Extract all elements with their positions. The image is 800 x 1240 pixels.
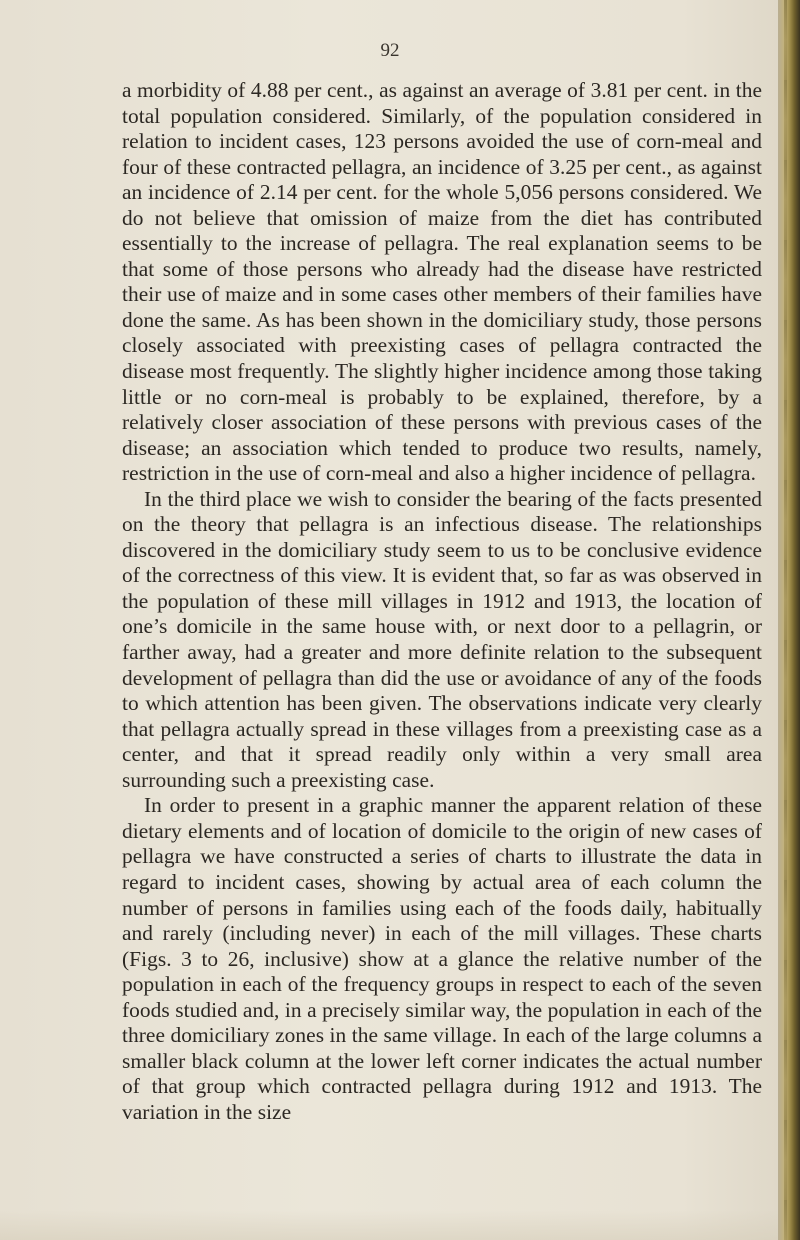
page-number: 92 (380, 40, 400, 61)
paragraph-3: In order to present in a graphic manner the apparent relation of these dietary elements and of location of domicile to the origin of new cases of pellagra we have constructed a series of charts to illustrate the data in regard to incident cases, showing by actual area of each column the number of persons in families using each of the foods daily, habitually and rarely (including never) in each of the mill villages. These charts (Figs. 3 to 26, inclusive) show at a glance the relative number of the population in each of the frequency groups in respect to each of the seven foods studied and, in a precisely similar way, the population in each of the three domiciliary zones in the same village. In each of the large columns a smaller black column at the lower left corner indicates the actual number of that group which contracted pellagra during 1912 and 1913. The variation in the size (122, 793, 762, 1124)
body-text (122, 78, 762, 1125)
paragraph-1: a morbidity of 4.88 per cent., as against an average of 3.81 per cent. in the total population considered. Similarly, of the population considered in relation to incident cases, 123 persons avoided the use of corn-meal and four of these contracted pellagra, an incidence of 3.25 per cent., as against an incidence of 2.14 per cent. for the whole 5,056 persons considered. We do not believe that omission of maize from the diet has contributed essentially to the increase of pellagra. The real explanation seems to be that some of those persons who already had the disease have restricted their use of maize and in some cases other members of their families have done the same. As has been shown in the domiciliary study, those persons closely associated with preexisting cases of pellagra contracted the disease most frequently. The slightly higher incidence among those taking little or no corn-meal is probably to be explained, therefore, by a relatively closer association of these persons with previous cases of the disease; an association which tended to produce two results, namely, restriction in the use of corn-meal and also a higher incidence of pellagra. (122, 78, 762, 486)
paragraph-2: In the third place we wish to consider the bearing of the facts presented on the theory that pellagra is an infectious disease. The relationships discovered in the domiciliary study seem to us to be conclusive evidence of the correctness of this view. It is evident that, so far as was observed in the population of these mill villages in 1912 and 1913, the location of one’s domicile in the same house with, or next door to a pellagrin, or farther away, had a greater and more definite relation to the subsequent development of pellagra than did the use or avoidance of any of the foods to which attention has been given. The observations indicate very clearly that pellagra actually spread in these villages from a preexisting case as a center, and that it spread readily only within a very small area surrounding such a preexisting case. (122, 486, 762, 792)
page-edge-strip (778, 0, 800, 1240)
page-bottom-shadow (0, 1210, 800, 1240)
